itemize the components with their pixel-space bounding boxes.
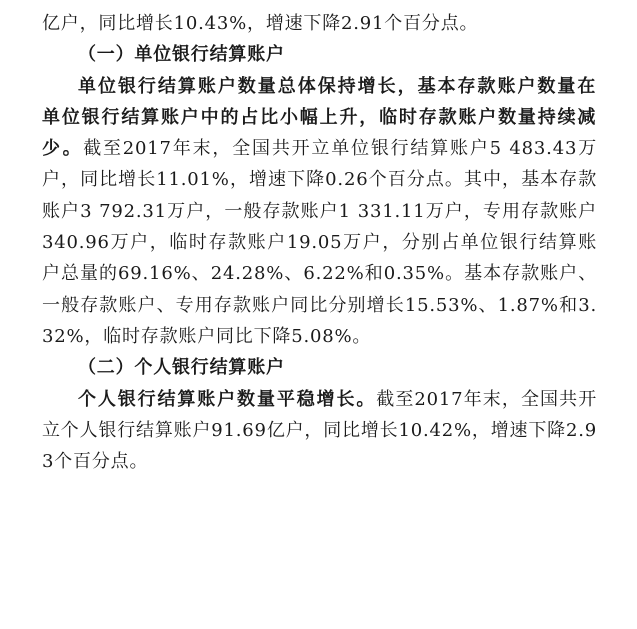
intro-paragraph-tail: 亿户，同比增长10.43%，增速下降2.91个百分点。	[42, 13, 479, 34]
lead-sentence: 个人银行结算账户数量平稳增长。	[78, 388, 377, 410]
lead-sentence: 单位银行结算账户数量总体保持增长，基本存款账户数量在单位银行结算账户中的占比小幅上升，临时存款账户数量持续减少。	[42, 75, 597, 160]
section-heading-unit-accounts: （一）单位银行结算账户	[78, 44, 285, 66]
section-paragraph-unit-accounts	[42, 71, 597, 353]
section-paragraph-personal-accounts	[42, 384, 597, 478]
body-text: 截至2017年末，全国共开立单位银行结算账户5 483.43万户，同比增长11.01%，增速下降0.26个百分点。其中，基本存款账户3 792.31万户，一般存款账户1 331.11万户，专用存款账户340.96万户，临时存款账户19.05万户，分别占单位银行结算账户总量的69.16%、24.28%、6.22%和0.35%。基本存款账户、一般存款账户、专用存款账户同比分别增长15.53%、1.87%和3.32%，临时存款账户同比下降5.08%。	[42, 138, 597, 347]
body-text: 截至2017年末，全国共开立个人银行结算账户91.69亿户，同比增长10.42%，增速下降2.93个百分点。	[42, 388, 598, 473]
section-heading-personal-accounts: （二）个人银行结算账户	[78, 357, 285, 379]
